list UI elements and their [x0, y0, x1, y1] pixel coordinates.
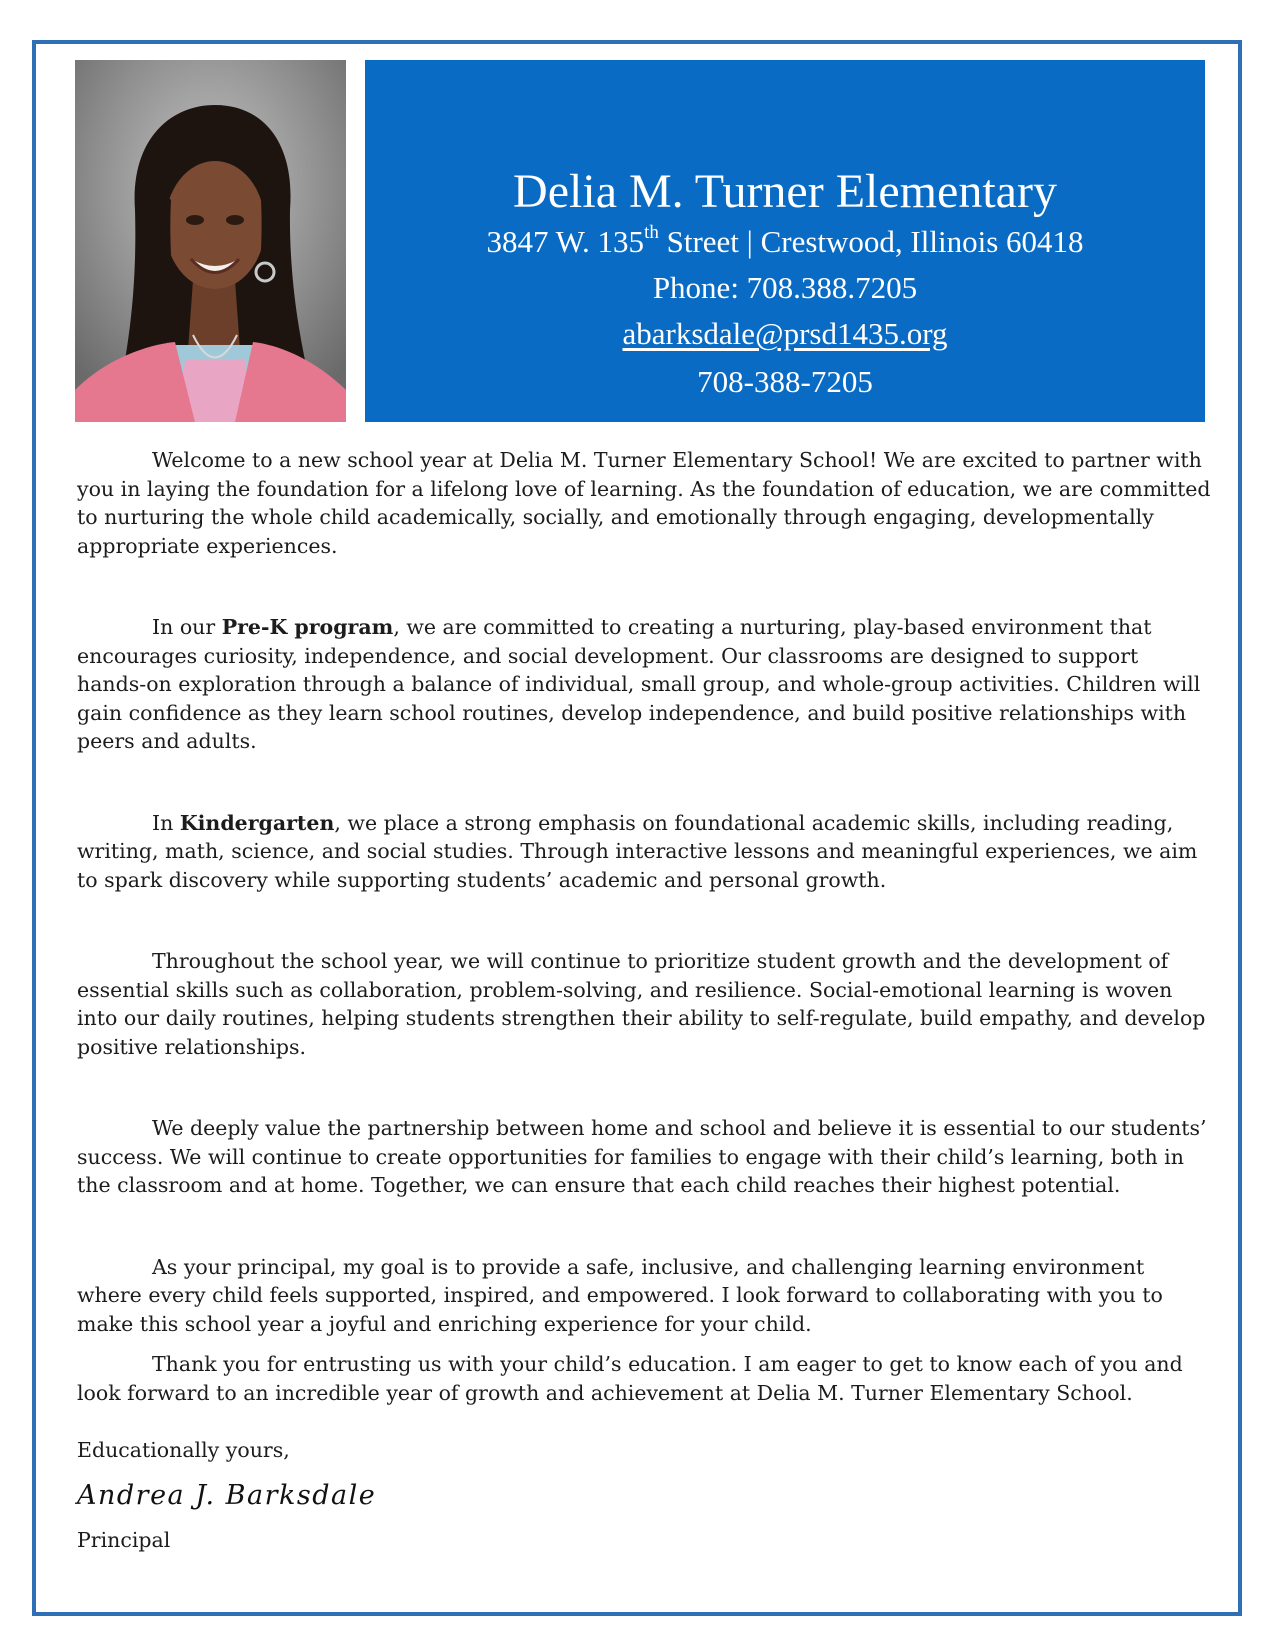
paragraph-thank-you: Thank you for entrusting us with your child’s education. I am eager to get to know each of you and look forward to an incredible year of growth and achievement at Delia M. Turner Elementary School.: [77, 1352, 1183, 1405]
paragraph-prek: [77, 613, 1212, 756]
kindergarten-text: , we place a strong emphasis on foundational academic skills, including reading, writing, math, science, and social studies. Through interactive lessons and meaningful experiences, we aim to spark discovery while supporting students’ academic and personal growth.: [77, 810, 1198, 892]
paragraph-welcome: Welcome to a new school year at Delia M. Turner Elementary School! We are excited to partner with you in laying the foundation for a lifelong love of learning. As the foundation of education, we are committed to nurturing the whole child academically, socially, and emotionally through engaging, developmentally appropriate experiences.: [77, 448, 1211, 558]
signature: Andrea J. Barksdale: [77, 1480, 377, 1511]
paragraph-growth: Throughout the school year, we will continue to prioritize student growth and the development of essential skills such as collaboration, problem-solving, and resilience. Social-emotional learning is woven into our daily routines, helping students strengthen their ability to self-regulate, build empathy, and develop positive relationships.: [77, 949, 1206, 1059]
address-rest: Street | Crestwood, Illinois 60418: [658, 224, 1084, 259]
paragraph-principal-goal: As your principal, my goal is to provide a safe, inclusive, and challenging learning environment where every child feels supported, inspired, and empowered. I look forward to collaborating with you to make this school year a joyful and enriching experience for your child.: [77, 1254, 1163, 1336]
kindergarten-intro: In: [152, 810, 180, 835]
email-link[interactable]: abarksdale@prsd1435.org: [622, 316, 948, 351]
school-info-banner: [365, 60, 1205, 422]
portrait-illustration: [75, 60, 346, 422]
school-fax: 708-388-7205: [697, 364, 873, 399]
closing-salutation: Educationally yours,: [77, 1438, 290, 1462]
address-ordinal: th: [644, 222, 659, 243]
paragraph-kindergarten: [77, 809, 1212, 895]
prek-program-label: Pre-K program: [221, 615, 394, 639]
school-name: Delia M. Turner Elementary: [513, 165, 1057, 218]
prek-text: , we are committed to creating a nurturing, play-based environment that encourages curiosity, independence, and social development. Our classrooms are designed to support hands-on exploration through a balance of individual, small group, and whole-group activities. Children will gain confidence as they learn school routines, develop independence, and build positive relationships with peers and adults.: [77, 615, 1201, 753]
prek-intro: In our: [152, 615, 222, 639]
principal-email: [365, 315, 1205, 353]
paragraph-partnership: We deeply value the partnership between home and school and believe it is essential to our students’ success. We will continue to create opportunities for families to engage with their child’s learning, both in the classroom and at home. Together, we can ensure that each child reaches their highest potential.: [77, 1116, 1207, 1197]
signer-title: Principal: [77, 1528, 171, 1552]
address-number: 3847 W. 135: [486, 224, 645, 259]
letter-body: [77, 446, 1212, 1407]
principal-photo: [75, 60, 346, 422]
school-phone: Phone: 708.388.7205: [652, 270, 918, 305]
school-address: [365, 223, 1205, 261]
kindergarten-label: Kindergarten: [179, 810, 335, 835]
